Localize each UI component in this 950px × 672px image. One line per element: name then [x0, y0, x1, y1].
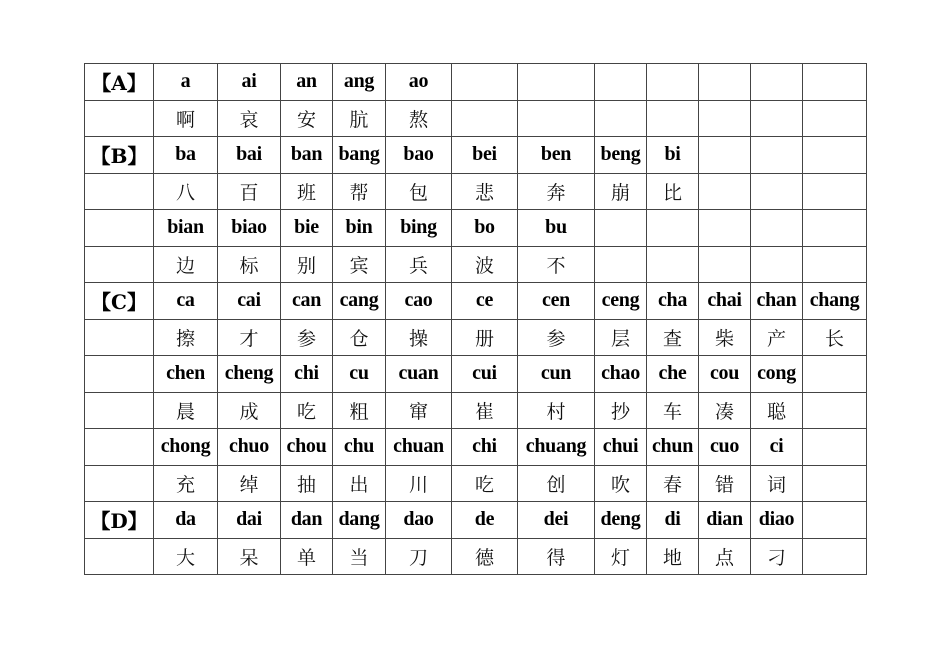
- pinyin-cell: beng: [595, 137, 647, 174]
- pinyin-cell: chuan: [386, 429, 452, 466]
- hanzi-row: [85, 538, 867, 575]
- pinyin-cell: bie: [281, 210, 333, 247]
- section-label: 【B】: [85, 137, 154, 174]
- hanzi-cell: 边: [154, 246, 218, 283]
- pinyin-cell: di: [647, 502, 699, 539]
- hanzi-cell: 册: [452, 319, 518, 356]
- hanzi-cell: 班: [281, 173, 333, 210]
- hanzi-row: [85, 392, 867, 429]
- hanzi-cell: [803, 538, 867, 575]
- hanzi-cell: 呆: [218, 538, 281, 575]
- hanzi-cell: [595, 100, 647, 137]
- pinyin-cell: cui: [452, 356, 518, 393]
- hanzi-cell: 百: [218, 173, 281, 210]
- pinyin-cell: can: [281, 283, 333, 320]
- pinyin-cell: [803, 210, 867, 247]
- pinyin-cell: chuo: [218, 429, 281, 466]
- hanzi-cell: 擦: [154, 319, 218, 356]
- hanzi-cell: 窜: [386, 392, 452, 429]
- pinyin-cell: che: [647, 356, 699, 393]
- hanzi-cell: 不: [518, 246, 595, 283]
- hanzi-cell: 兵: [386, 246, 452, 283]
- hanzi-cell: 得: [518, 538, 595, 575]
- hanzi-cell: 宾: [333, 246, 386, 283]
- hanzi-row: [85, 246, 867, 283]
- hanzi-cell: 村: [518, 392, 595, 429]
- pinyin-cell: [751, 137, 803, 174]
- hanzi-row: [85, 173, 867, 210]
- section-label-blank: [85, 392, 154, 429]
- hanzi-cell: 哀: [218, 100, 281, 137]
- hanzi-cell: 成: [218, 392, 281, 429]
- section-label-blank: [85, 465, 154, 502]
- pinyin-cell: biao: [218, 210, 281, 247]
- pinyin-cell: [803, 356, 867, 393]
- pinyin-cell: an: [281, 64, 333, 101]
- hanzi-cell: 抄: [595, 392, 647, 429]
- pinyin-row: [85, 210, 867, 247]
- hanzi-cell: 比: [647, 173, 699, 210]
- pinyin-cell: chao: [595, 356, 647, 393]
- pinyin-cell: dei: [518, 502, 595, 539]
- pinyin-cell: [751, 64, 803, 101]
- hanzi-cell: 吃: [452, 465, 518, 502]
- pinyin-cell: [647, 64, 699, 101]
- pinyin-cell: ci: [751, 429, 803, 466]
- pinyin-cell: dan: [281, 502, 333, 539]
- hanzi-cell: 抽: [281, 465, 333, 502]
- pinyin-cell: [518, 64, 595, 101]
- hanzi-cell: [751, 246, 803, 283]
- hanzi-cell: 熬: [386, 100, 452, 137]
- pinyin-cell: cheng: [218, 356, 281, 393]
- hanzi-cell: 车: [647, 392, 699, 429]
- pinyin-cell: chang: [803, 283, 867, 320]
- hanzi-cell: 充: [154, 465, 218, 502]
- pinyin-cell: dang: [333, 502, 386, 539]
- pinyin-cell: chong: [154, 429, 218, 466]
- pinyin-cell: ca: [154, 283, 218, 320]
- pinyin-cell: bin: [333, 210, 386, 247]
- hanzi-cell: [595, 246, 647, 283]
- hanzi-cell: 悲: [452, 173, 518, 210]
- hanzi-cell: 春: [647, 465, 699, 502]
- pinyin-cell: ban: [281, 137, 333, 174]
- hanzi-cell: [647, 246, 699, 283]
- hanzi-cell: 崩: [595, 173, 647, 210]
- hanzi-cell: 长: [803, 319, 867, 356]
- hanzi-cell: 词: [751, 465, 803, 502]
- hanzi-cell: 创: [518, 465, 595, 502]
- hanzi-cell: [699, 100, 751, 137]
- hanzi-cell: 地: [647, 538, 699, 575]
- pinyin-cell: deng: [595, 502, 647, 539]
- hanzi-cell: 吹: [595, 465, 647, 502]
- hanzi-cell: [803, 465, 867, 502]
- pinyin-cell: [803, 429, 867, 466]
- pinyin-cell: chui: [595, 429, 647, 466]
- hanzi-cell: 奔: [518, 173, 595, 210]
- hanzi-cell: 安: [281, 100, 333, 137]
- pinyin-cell: cang: [333, 283, 386, 320]
- pinyin-cell: [751, 210, 803, 247]
- pinyin-cell: cha: [647, 283, 699, 320]
- pinyin-cell: bu: [518, 210, 595, 247]
- hanzi-row: [85, 100, 867, 137]
- hanzi-cell: 单: [281, 538, 333, 575]
- pinyin-cell: chuang: [518, 429, 595, 466]
- hanzi-row: [85, 319, 867, 356]
- hanzi-cell: [751, 173, 803, 210]
- pinyin-cell: cu: [333, 356, 386, 393]
- pinyin-cell: chen: [154, 356, 218, 393]
- hanzi-cell: 粗: [333, 392, 386, 429]
- pinyin-cell: dian: [699, 502, 751, 539]
- hanzi-cell: 点: [699, 538, 751, 575]
- section-label: [85, 356, 154, 393]
- pinyin-cell: ce: [452, 283, 518, 320]
- pinyin-row: [85, 137, 867, 174]
- section-label: [85, 210, 154, 247]
- section-label: 【C】: [85, 283, 154, 320]
- hanzi-cell: [803, 246, 867, 283]
- pinyin-table: [84, 63, 867, 575]
- section-label-blank: [85, 319, 154, 356]
- pinyin-cell: da: [154, 502, 218, 539]
- pinyin-cell: [699, 210, 751, 247]
- hanzi-cell: 参: [281, 319, 333, 356]
- pinyin-cell: chi: [281, 356, 333, 393]
- hanzi-cell: [699, 173, 751, 210]
- hanzi-cell: 绰: [218, 465, 281, 502]
- pinyin-cell: [595, 64, 647, 101]
- pinyin-cell: a: [154, 64, 218, 101]
- hanzi-cell: [699, 246, 751, 283]
- hanzi-cell: 刁: [751, 538, 803, 575]
- hanzi-cell: 灯: [595, 538, 647, 575]
- hanzi-cell: 崔: [452, 392, 518, 429]
- pinyin-cell: ceng: [595, 283, 647, 320]
- pinyin-cell: [803, 64, 867, 101]
- pinyin-cell: cun: [518, 356, 595, 393]
- section-label-blank: [85, 538, 154, 575]
- pinyin-cell: bing: [386, 210, 452, 247]
- pinyin-cell: [699, 64, 751, 101]
- pinyin-cell: ba: [154, 137, 218, 174]
- hanzi-cell: 八: [154, 173, 218, 210]
- hanzi-cell: [647, 100, 699, 137]
- pinyin-cell: cong: [751, 356, 803, 393]
- pinyin-cell: bi: [647, 137, 699, 174]
- hanzi-row: [85, 465, 867, 502]
- pinyin-cell: bian: [154, 210, 218, 247]
- pinyin-row: [85, 429, 867, 466]
- hanzi-cell: 波: [452, 246, 518, 283]
- section-label: 【A】: [85, 64, 154, 101]
- hanzi-cell: [803, 392, 867, 429]
- pinyin-cell: [803, 502, 867, 539]
- pinyin-cell: ai: [218, 64, 281, 101]
- pinyin-cell: ao: [386, 64, 452, 101]
- pinyin-cell: bo: [452, 210, 518, 247]
- hanzi-cell: 柴: [699, 319, 751, 356]
- hanzi-cell: [452, 100, 518, 137]
- hanzi-cell: 吃: [281, 392, 333, 429]
- hanzi-cell: 操: [386, 319, 452, 356]
- hanzi-cell: 包: [386, 173, 452, 210]
- hanzi-cell: 肮: [333, 100, 386, 137]
- section-label-blank: [85, 173, 154, 210]
- pinyin-cell: cou: [699, 356, 751, 393]
- hanzi-cell: 错: [699, 465, 751, 502]
- pinyin-cell: bang: [333, 137, 386, 174]
- section-label-blank: [85, 100, 154, 137]
- pinyin-cell: chou: [281, 429, 333, 466]
- pinyin-cell: cao: [386, 283, 452, 320]
- hanzi-cell: [803, 100, 867, 137]
- hanzi-cell: 川: [386, 465, 452, 502]
- pinyin-cell: bai: [218, 137, 281, 174]
- hanzi-cell: 德: [452, 538, 518, 575]
- pinyin-cell: cuo: [699, 429, 751, 466]
- hanzi-cell: 大: [154, 538, 218, 575]
- pinyin-cell: bao: [386, 137, 452, 174]
- pinyin-cell: cen: [518, 283, 595, 320]
- pinyin-cell: ang: [333, 64, 386, 101]
- pinyin-cell: ben: [518, 137, 595, 174]
- hanzi-cell: 查: [647, 319, 699, 356]
- hanzi-cell: 参: [518, 319, 595, 356]
- hanzi-cell: 凑: [699, 392, 751, 429]
- section-label: [85, 429, 154, 466]
- hanzi-cell: [518, 100, 595, 137]
- pinyin-cell: chi: [452, 429, 518, 466]
- pinyin-cell: cai: [218, 283, 281, 320]
- hanzi-cell: 当: [333, 538, 386, 575]
- pinyin-cell: bei: [452, 137, 518, 174]
- hanzi-cell: 出: [333, 465, 386, 502]
- hanzi-cell: 啊: [154, 100, 218, 137]
- hanzi-cell: 仓: [333, 319, 386, 356]
- hanzi-cell: 别: [281, 246, 333, 283]
- hanzi-cell: 产: [751, 319, 803, 356]
- pinyin-row: [85, 502, 867, 539]
- pinyin-cell: chu: [333, 429, 386, 466]
- hanzi-cell: 才: [218, 319, 281, 356]
- hanzi-cell: 标: [218, 246, 281, 283]
- pinyin-cell: dao: [386, 502, 452, 539]
- pinyin-cell: [452, 64, 518, 101]
- pinyin-cell: [647, 210, 699, 247]
- pinyin-cell: de: [452, 502, 518, 539]
- hanzi-cell: 刀: [386, 538, 452, 575]
- pinyin-cell: chun: [647, 429, 699, 466]
- hanzi-cell: 层: [595, 319, 647, 356]
- section-label: 【D】: [85, 502, 154, 539]
- hanzi-cell: [803, 173, 867, 210]
- hanzi-cell: [751, 100, 803, 137]
- pinyin-row: [85, 283, 867, 320]
- pinyin-cell: diao: [751, 502, 803, 539]
- hanzi-cell: 晨: [154, 392, 218, 429]
- pinyin-cell: [595, 210, 647, 247]
- pinyin-cell: cuan: [386, 356, 452, 393]
- pinyin-cell: chan: [751, 283, 803, 320]
- section-label-blank: [85, 246, 154, 283]
- hanzi-cell: 聪: [751, 392, 803, 429]
- pinyin-cell: [803, 137, 867, 174]
- hanzi-cell: 帮: [333, 173, 386, 210]
- pinyin-cell: [699, 137, 751, 174]
- pinyin-cell: chai: [699, 283, 751, 320]
- pinyin-row: [85, 356, 867, 393]
- pinyin-cell: dai: [218, 502, 281, 539]
- pinyin-row: [85, 64, 867, 101]
